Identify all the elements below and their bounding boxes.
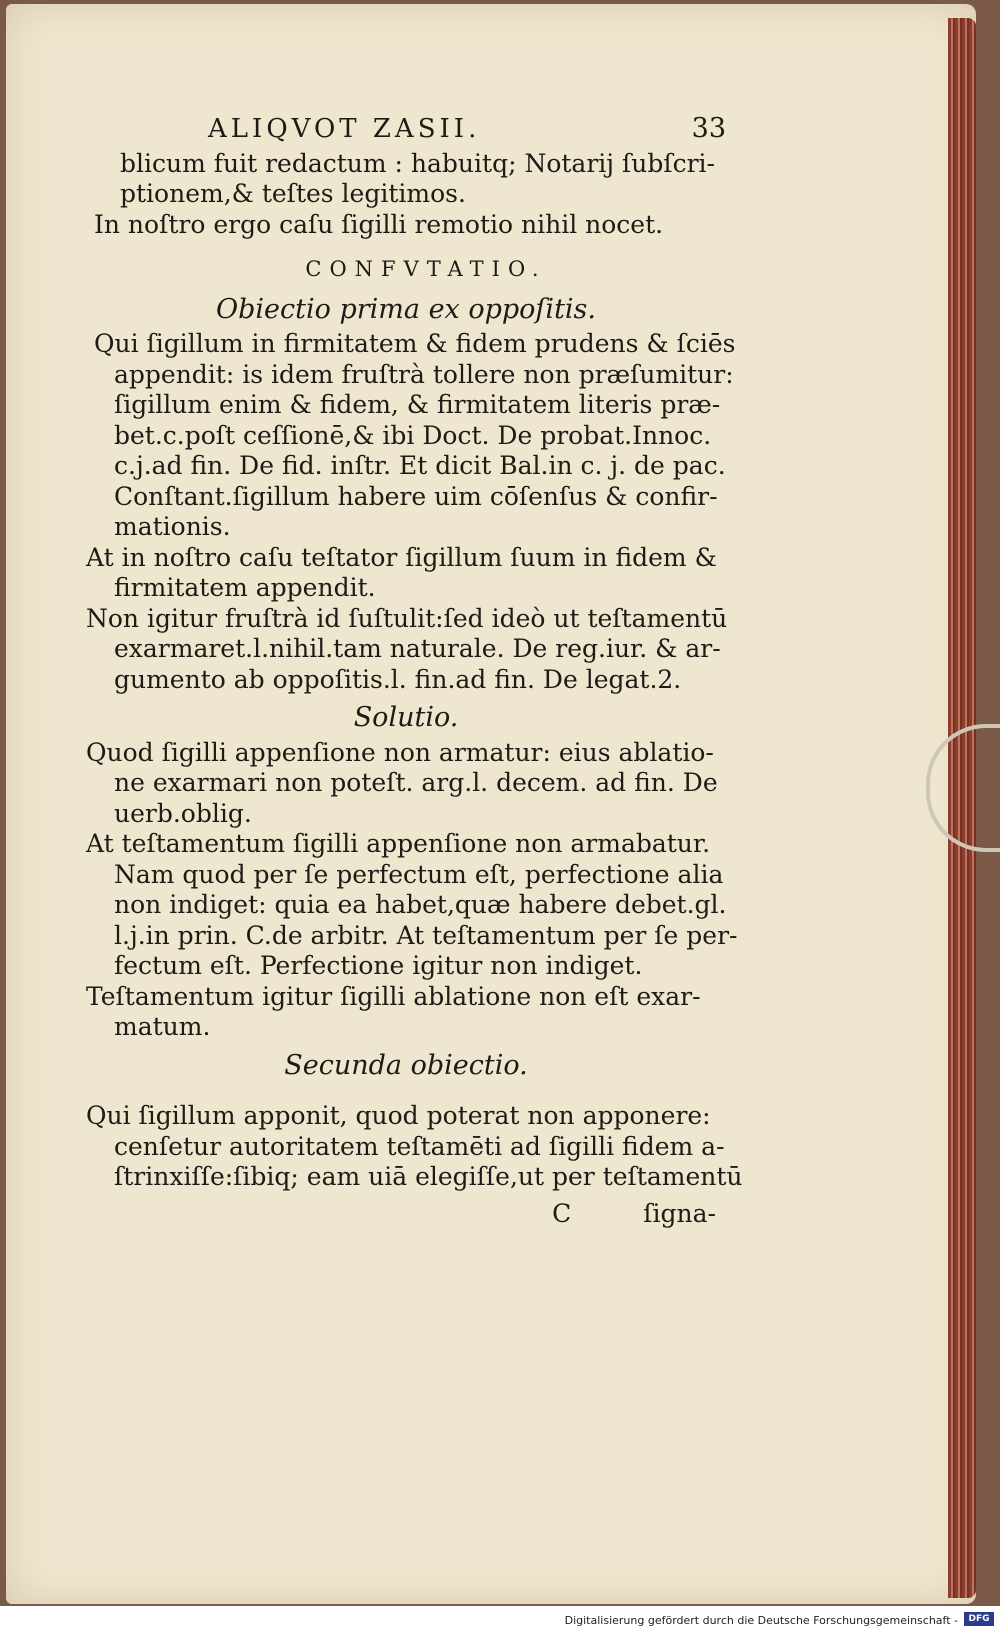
running-title: ALIQVOT ZASII. <box>208 114 481 144</box>
text-line: blicum fuit redactum : habuitq; Notarij ſubſcri- <box>120 148 715 178</box>
text-line: bet.c.poſt ceſſionē,& ibi Doct. De probat.Innoc. <box>114 420 712 450</box>
page-text <box>86 113 743 1229</box>
text-line: ne exarmari non poteſt. arg.l. decem. ad fin. De <box>114 768 718 797</box>
heading-secunda-objectio: Secunda obiectio. <box>284 1049 528 1081</box>
text-line: appendit: is idem fruſtrà tollere non præſumitur: <box>114 359 734 389</box>
text-line: mationis. <box>114 512 231 541</box>
text-line: In noſtro ergo caſu ſigilli remotio nihil nocet. <box>94 209 664 239</box>
text-line: non indiget: quia ea habet,quæ habere debet.gl. <box>114 890 727 919</box>
book-page <box>6 4 976 1604</box>
heading-objectio-prima: Obiectio prima ex oppoſitis. <box>215 293 596 325</box>
dfg-logo: DFG <box>964 1612 994 1626</box>
text-line: cenſetur autoritatem teſtamēti ad ſigilli fidem a- <box>114 1131 725 1161</box>
text-line: gumento ab oppoſitis.l. fin.ad fin. De legat.2. <box>114 664 682 694</box>
catchword: ſigna- <box>643 1198 716 1228</box>
text-line: exarmaret.l.nihil.tam naturale. De reg.iur. & ar- <box>114 634 721 663</box>
text-line: Quod ſigilli appenſione non armatur: eius ablatio- <box>86 737 714 767</box>
text-line: l.j.in prin. C.de arbitr. At teſtamentum per ſe per- <box>114 920 738 950</box>
text-line: At in noſtro caſu teſtator ſigillum ſuum in fidem & <box>86 542 717 572</box>
text-line: ptionem,& teſtes legitimos. <box>120 179 466 208</box>
text-line: Nam quod per ſe perfectum eſt, perfectione alia <box>114 859 724 889</box>
text-line: Qui ſigillum in firmitatem & fidem prudens & ſciēs <box>94 329 736 358</box>
digitization-footer <box>0 1606 1000 1638</box>
text-line: firmitatem appendit. <box>114 573 376 602</box>
page-number: 33 <box>691 113 726 144</box>
text-line: Qui ſigillum apponit, quod poterat non apponere: <box>86 1101 711 1130</box>
text-line: fectum eſt. Perfectione igitur non indiget. <box>114 951 643 980</box>
heading-solutio: Solutio. <box>353 702 459 733</box>
text-line: uerb.oblig. <box>114 798 252 828</box>
text-line: Non igitur fruſtrà id ſuſtulit:ſed ideò ut teſtamentū <box>86 603 728 633</box>
text-line: At teſtamentum ſigilli appenſione non armabatur. <box>86 829 711 858</box>
funding-credit: Digitalisierung gefördert durch die Deutsche Forschungsgemeinschaft - <box>564 1614 958 1627</box>
text-line: matum. <box>114 1012 211 1041</box>
running-header <box>86 114 726 145</box>
text-line: c.j.ad fin. De fid. inſtr. Et dicit Bal.in c. j. de pac. <box>114 451 726 480</box>
page-foot <box>86 1199 726 1230</box>
text-line: ſtrinxiſſe:ſibiq; eam uiā elegiſſe,ut per teſtamentū <box>114 1162 743 1191</box>
signature-mark: C <box>552 1198 572 1228</box>
section-heading-confutatio: CONFVTATIO. <box>305 257 547 281</box>
text-line: ſigillum enim & fidem, & firmitatem literis præ- <box>114 390 721 419</box>
text-line: Teſtamentum igitur ſigilli ablatione non eſt exar- <box>86 981 701 1011</box>
text-line: Conſtant.ſigillum habere uim cōſenſus & confir- <box>114 481 718 511</box>
page-clip <box>926 724 1000 852</box>
